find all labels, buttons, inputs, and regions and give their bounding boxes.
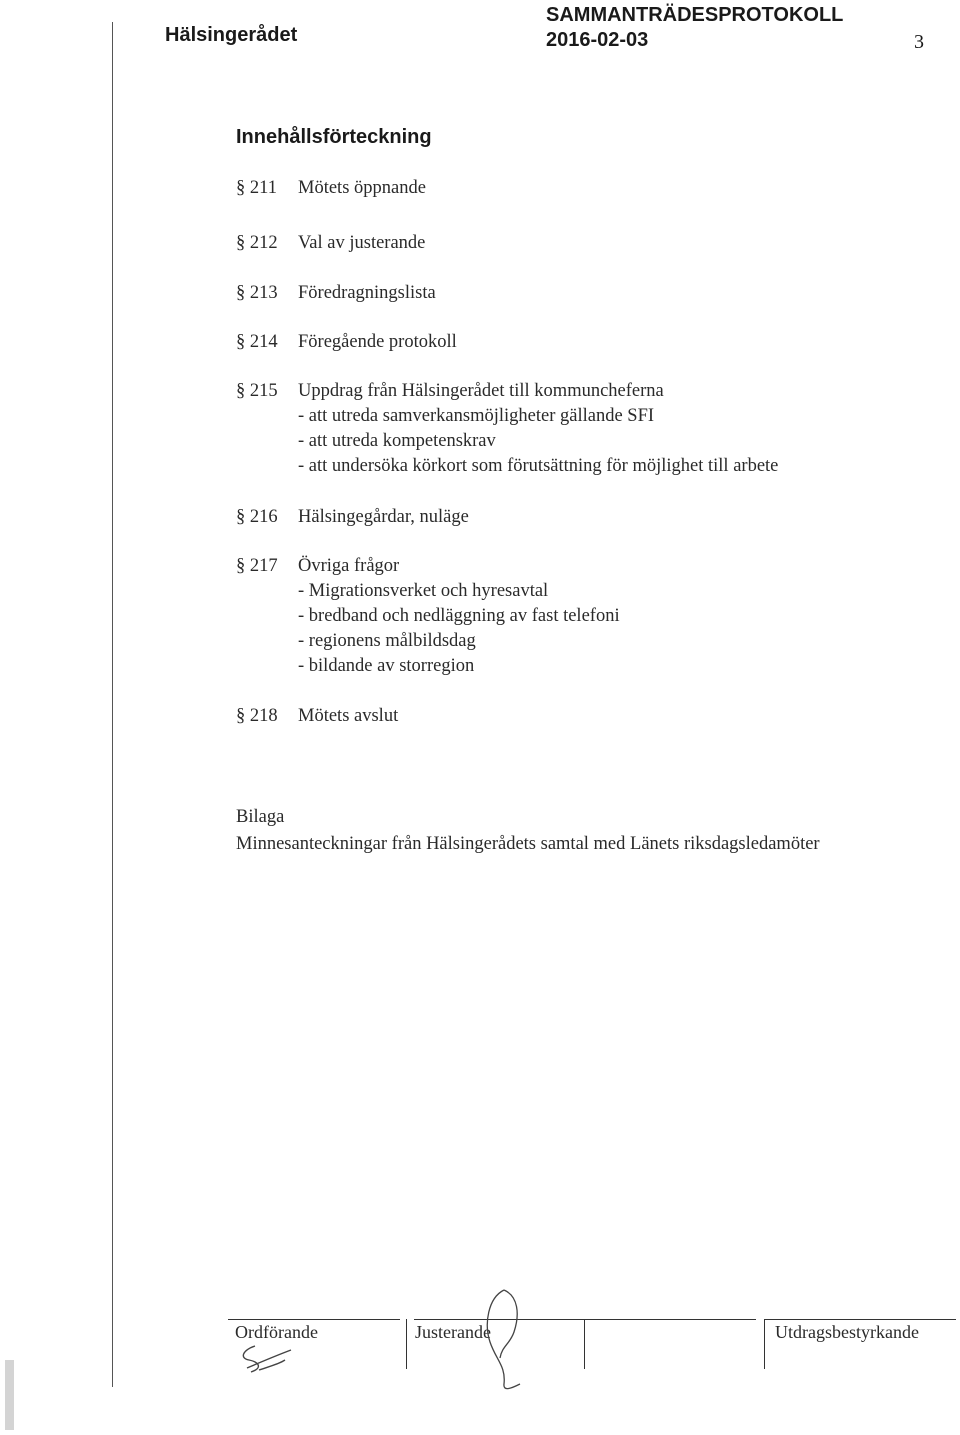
toc-item-title: Föredragningslista <box>298 283 436 303</box>
extract-label: Utdragsbestyrkande <box>775 1322 919 1342</box>
toc-item-215 <box>236 379 778 479</box>
toc-item-number: § 211 <box>236 178 277 198</box>
toc-item-number: § 214 <box>236 332 278 352</box>
toc-item-title: Övriga frågor <box>298 556 400 576</box>
toc-item-212 <box>236 231 425 256</box>
toc-item-217 <box>236 554 620 679</box>
toc-item-number: § 215 <box>236 381 278 401</box>
toc-item-title: Mötets avslut <box>298 706 399 726</box>
toc-item-216 <box>236 505 469 530</box>
chair-signature <box>233 1338 303 1386</box>
toc-item-title: Uppdrag från Hälsingerådet till kommuncheferna <box>298 381 664 401</box>
toc-item-214 <box>236 330 457 355</box>
toc-item-number: § 217 <box>236 556 278 576</box>
toc-subitem: - bredband och nedläggning av fast telefoni <box>298 606 620 626</box>
toc-item-title: Föregående protokoll <box>298 332 457 352</box>
adjuster-signature <box>474 1284 534 1394</box>
signature-line-adjusters <box>414 1319 756 1320</box>
toc-heading: Innehållsförteckning <box>236 126 432 148</box>
signature-divider <box>764 1319 765 1369</box>
toc-subitem: - bildande av storregion <box>298 656 475 676</box>
attachment-text: Minnesanteckningar från Hälsingerådets samtal med Länets riksdagsledamöter <box>236 834 820 854</box>
toc-subitem: - regionens målbildsdag <box>298 631 476 651</box>
toc-item-title: Mötets öppnande <box>298 178 426 198</box>
toc-subitem: - att utreda kompetenskrav <box>298 431 496 451</box>
page-number: 3 <box>914 31 924 53</box>
signature-divider <box>406 1319 407 1369</box>
signature-line-extract <box>764 1319 956 1320</box>
toc-item-title: Hälsingegårdar, nuläge <box>298 507 469 527</box>
toc-item-number: § 216 <box>236 507 278 527</box>
scan-shadow <box>5 1360 14 1430</box>
attachment-label: Bilaga <box>236 807 285 827</box>
signature-table <box>228 1314 956 1368</box>
signature-divider <box>584 1319 585 1369</box>
toc-item-213 <box>236 281 436 306</box>
toc-item-number: § 213 <box>236 283 278 303</box>
toc-item-211 <box>236 176 426 201</box>
document-date: 2016-02-03 <box>546 29 649 51</box>
toc-item-number: § 212 <box>236 233 278 253</box>
chair-label: Ordförande <box>235 1322 318 1342</box>
toc-item-title: Val av justerande <box>298 233 426 253</box>
attachment-section <box>236 804 820 858</box>
toc-subitem: - att utreda samverkansmöjligheter gällande SFI <box>298 406 655 426</box>
toc-subitem: - Migrationsverket och hyresavtal <box>298 581 549 601</box>
adjuster-label: Justerande <box>415 1322 491 1342</box>
signature-line-chair <box>228 1319 400 1320</box>
toc-subitem: - att undersöka körkort som förutsättning för möjlighet till arbete <box>298 456 779 476</box>
document-type: SAMMANTRÄDESPROTOKOLL <box>546 4 844 26</box>
toc-item-218 <box>236 704 398 729</box>
page-margin-line <box>112 22 113 1387</box>
toc-item-number: § 218 <box>236 706 278 726</box>
organization-name: Hälsingerådet <box>165 24 298 46</box>
